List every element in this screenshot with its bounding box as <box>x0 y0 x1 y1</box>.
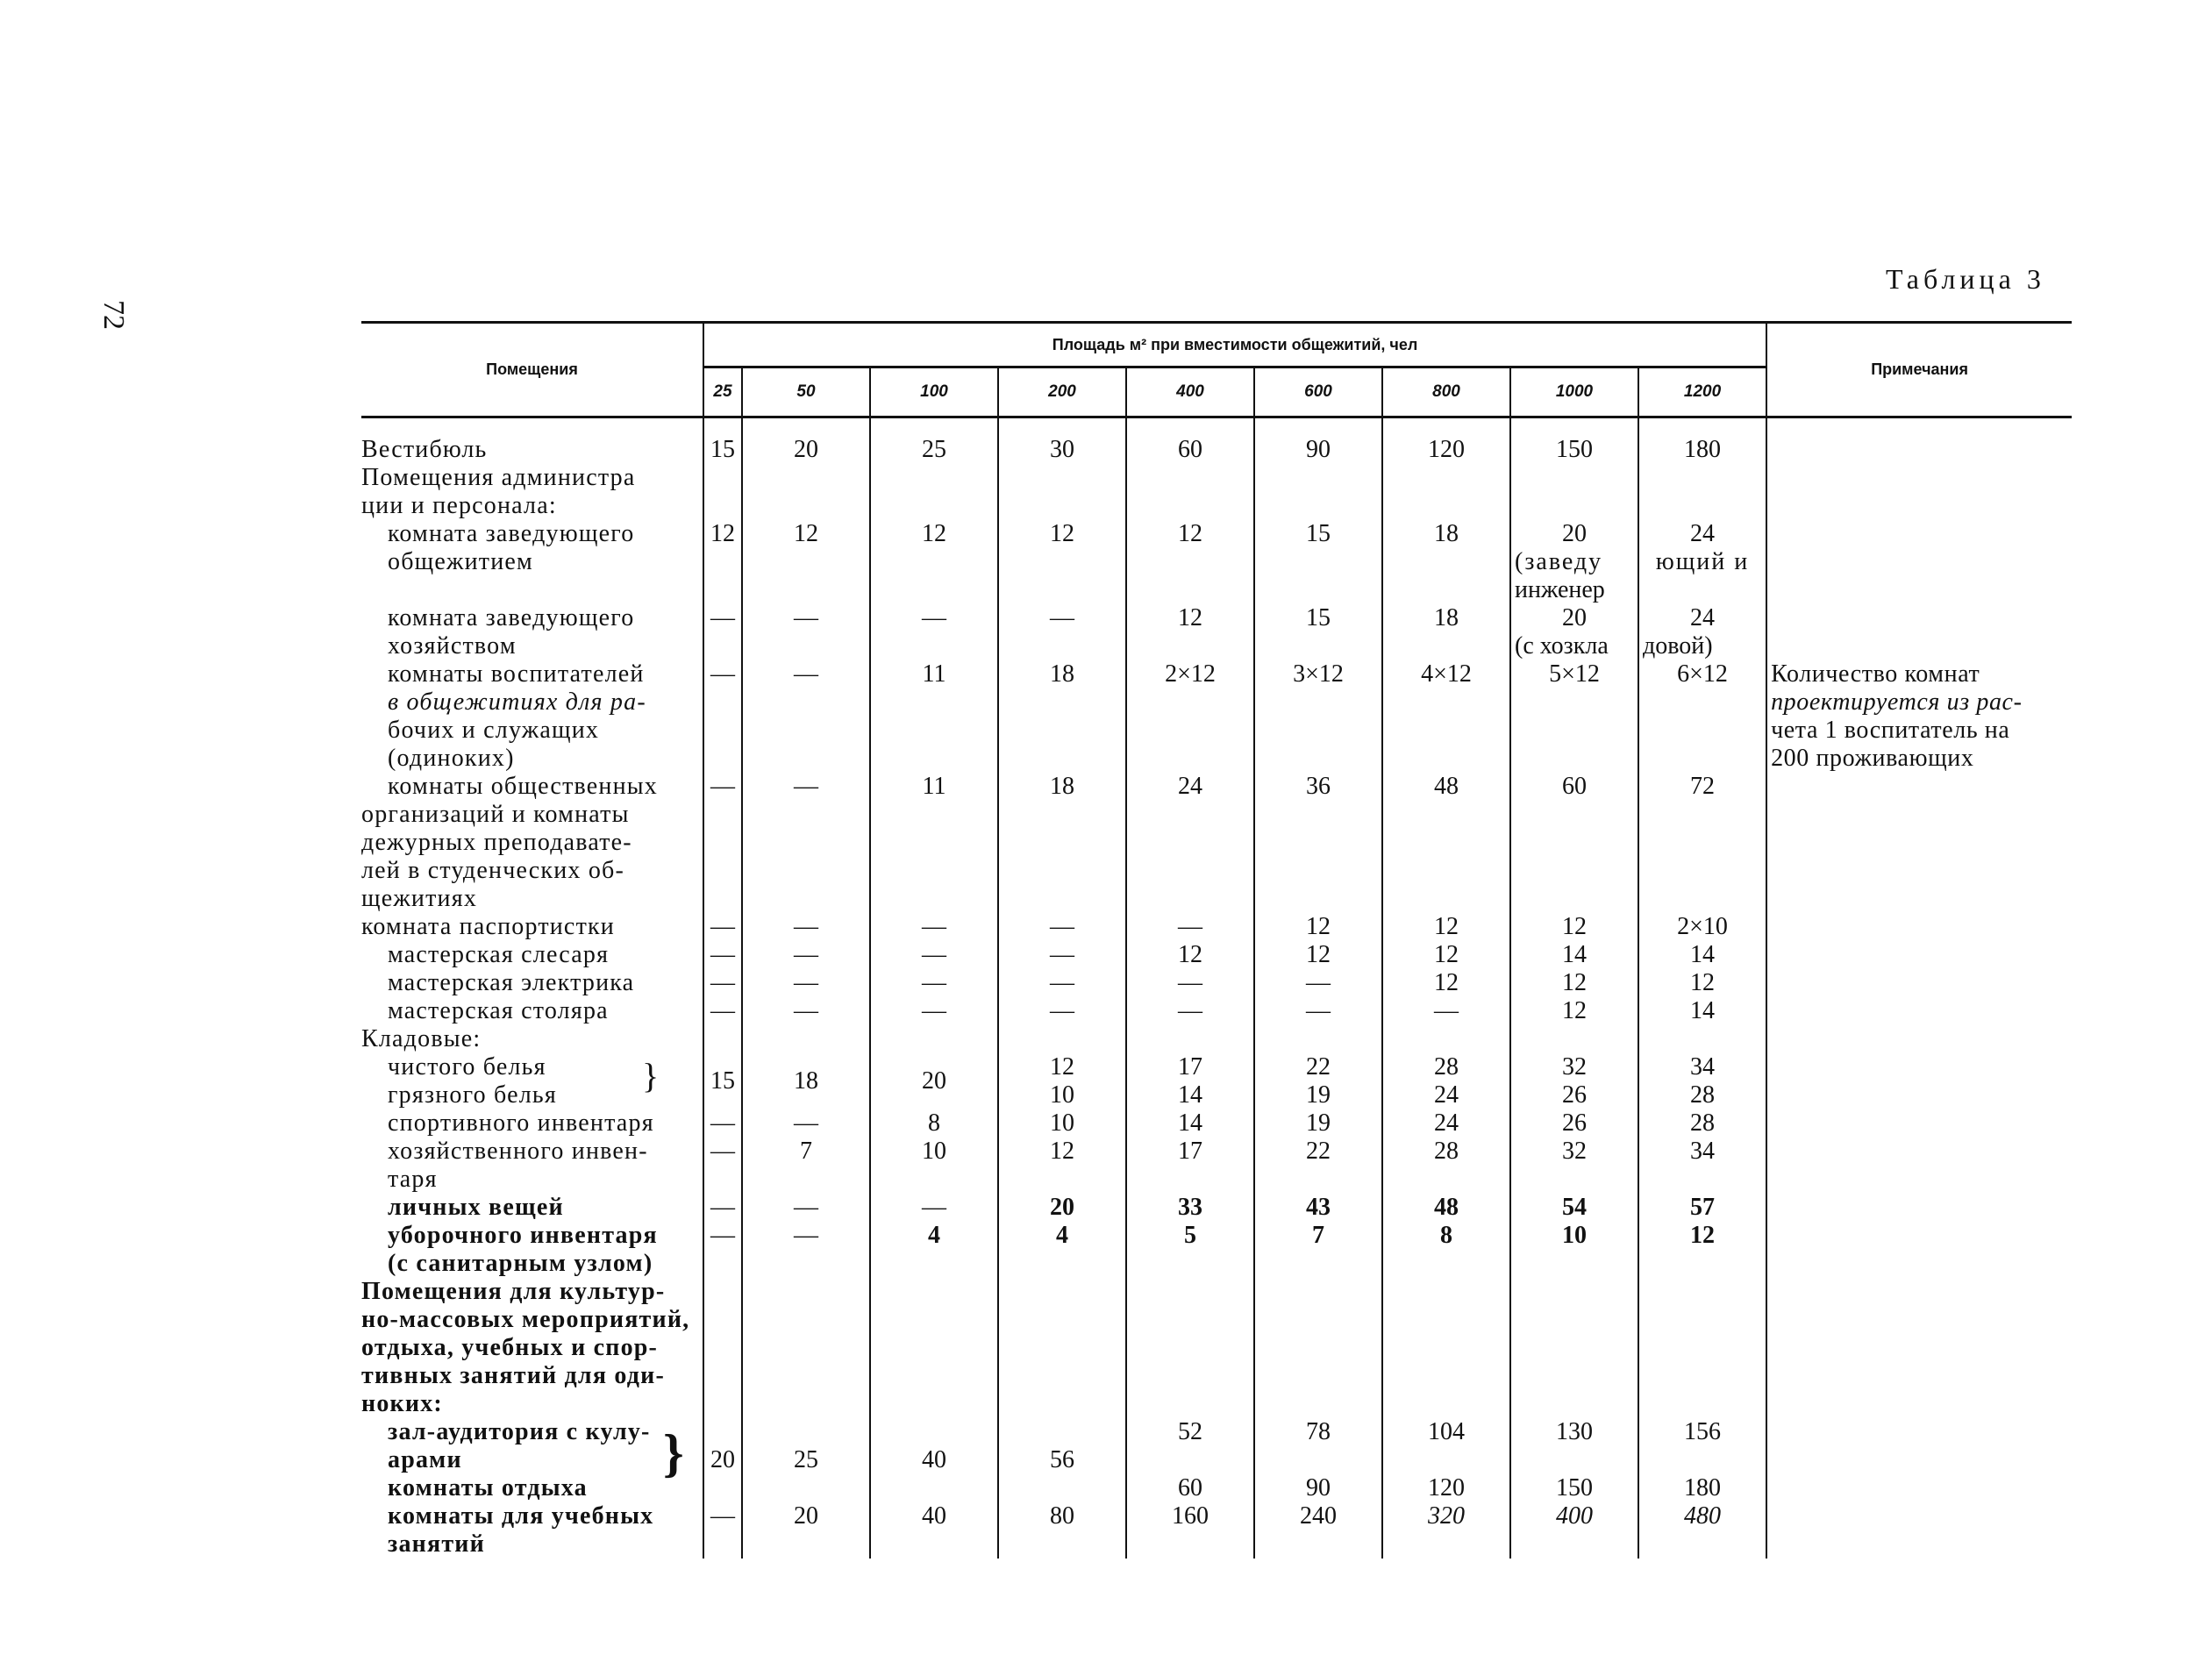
table-row <box>361 1222 2072 1278</box>
room-name: чистого белья грязного белья } <box>361 1053 703 1109</box>
value-cell: 8 <box>1382 1222 1510 1278</box>
table-row <box>361 913 2072 941</box>
value-cell: 120 <box>1382 436 1510 464</box>
table-row <box>361 520 2072 604</box>
value-cell: — <box>870 941 998 969</box>
value-cell: 78 90 <box>1254 1418 1382 1502</box>
value-cell: 19 <box>1254 1109 1382 1138</box>
value-cell: 36 <box>1254 773 1382 913</box>
value-cell: 80 <box>998 1502 1126 1559</box>
value-cell: 32 26 <box>1510 1053 1638 1109</box>
value-cell: 25 <box>870 436 998 464</box>
header-notes: Примечания <box>1766 323 2072 417</box>
room-name: комнаты воспитателей в общежитиях для ра- бочих и служащих (одиноких) <box>361 660 703 773</box>
value-cell: — <box>742 941 870 969</box>
value-cell: 28 <box>1382 1138 1510 1194</box>
value-cell: 12 <box>1254 913 1382 941</box>
value-cell: 12 <box>1254 941 1382 969</box>
room-name: спортивного инвентаря <box>361 1109 703 1138</box>
rooms-area-table <box>361 321 2072 1559</box>
value-cell: 56 <box>998 1418 1126 1502</box>
value-cell: — <box>710 1109 735 1137</box>
table-row <box>361 997 2072 1025</box>
value-cell: 25 <box>742 1418 870 1502</box>
value-cell: 150 <box>1510 436 1638 464</box>
value-cell: 17 <box>1126 1138 1254 1194</box>
value-cell: 20 <box>742 436 870 464</box>
capacity-header: 1200 <box>1638 367 1766 417</box>
page-number: 72 <box>97 300 130 330</box>
value-cell: 12 <box>710 520 735 547</box>
value-cell: 2×10 <box>1638 913 1766 941</box>
header-area: Площадь м² при вместимости общежитий, чел <box>703 323 1766 367</box>
room-name: мастерская электрика <box>361 969 703 997</box>
value-cell: 12 <box>742 520 870 604</box>
value-cell: 6×12 <box>1638 660 1766 773</box>
value-cell: 18 <box>1382 520 1510 604</box>
table-row <box>361 1109 2072 1138</box>
value-cell: 20 <box>710 1446 735 1473</box>
value-cell: — <box>710 660 735 688</box>
value-cell: 5×12 <box>1510 660 1638 773</box>
table-row <box>361 464 2072 520</box>
value-cell: — <box>998 913 1126 941</box>
value-cell: — <box>1254 997 1382 1025</box>
value-cell: — <box>742 997 870 1025</box>
table-row <box>361 1053 2072 1109</box>
room-name: комнаты общественных организаций и комнаты дежурных преподавате- лей в студенческих об- щежитиях <box>361 773 703 913</box>
value-cell: — <box>742 604 870 660</box>
value-cell: 12 <box>1510 913 1638 941</box>
value-cell: 12 <box>1638 969 1766 997</box>
value-cell: — <box>742 1222 870 1278</box>
value-cell: 60 <box>1510 773 1638 913</box>
room-name: Вестибюль <box>361 436 703 464</box>
value-cell: 32 <box>1510 1138 1638 1194</box>
value-cell: 24 <box>1126 773 1254 913</box>
capacity-header: 25 <box>703 367 742 417</box>
value-cell: — <box>710 1222 735 1249</box>
value-cell: 12 <box>1510 969 1638 997</box>
value-cell: 15 <box>1254 520 1382 604</box>
value-cell: 10 <box>998 1109 1126 1138</box>
room-name: зал-аудитория с кулу- арами комнаты отдыха } <box>361 1418 703 1502</box>
value-cell: — <box>710 1502 735 1530</box>
value-cell: — <box>710 941 735 968</box>
value-cell: 40 <box>870 1502 998 1559</box>
value-cell: — <box>870 969 998 997</box>
value-cell: — <box>1126 969 1254 997</box>
value-cell: 4 <box>998 1222 1126 1278</box>
room-name: комнаты для учебных занятий <box>361 1502 703 1559</box>
table-row <box>361 660 2072 773</box>
value-cell: — <box>998 941 1126 969</box>
value-cell: 24 <box>1382 1109 1510 1138</box>
value-cell: 40 <box>870 1418 998 1502</box>
value-cell: 320 <box>1382 1502 1510 1559</box>
note-cell: Количество комнат проектируется из рас- чета 1 воспитатель на 200 проживающих <box>1766 660 2072 773</box>
value-cell: 52 60 <box>1126 1418 1254 1502</box>
value-cell: 240 <box>1254 1502 1382 1559</box>
value-cell: 12 <box>1382 941 1510 969</box>
value-cell: — <box>710 969 735 996</box>
value-cell: 12 <box>1382 969 1510 997</box>
room-group-heading: Кладовые: <box>361 1025 703 1053</box>
value-cell: — <box>1126 913 1254 941</box>
value-cell: 12 <box>1382 913 1510 941</box>
value-cell: — <box>742 1109 870 1138</box>
value-cell: 72 <box>1638 773 1766 913</box>
value-cell: 12 <box>1126 520 1254 604</box>
value-cell: — <box>742 660 870 773</box>
brace-icon: } <box>663 1424 685 1482</box>
value-cell: — <box>1382 997 1510 1025</box>
value-cell: 48 <box>1382 1194 1510 1222</box>
value-cell: 90 <box>1254 436 1382 464</box>
value-cell: 14 <box>1638 997 1766 1025</box>
value-cell: 104 120 <box>1382 1418 1510 1502</box>
value-cell: 12 <box>1638 1222 1766 1278</box>
value-cell: 480 <box>1638 1502 1766 1559</box>
value-cell: 54 <box>1510 1194 1638 1222</box>
value-cell: 12 <box>1510 997 1638 1025</box>
value-cell: 11 <box>870 660 998 773</box>
value-cell: 14 <box>1510 941 1638 969</box>
value-cell: 12 <box>1126 604 1254 660</box>
capacity-header: 800 <box>1382 367 1510 417</box>
room-group-heading: Помещения для культур- но-массовых мероприятий, отдыха, учебных и спор- тивных занятий для оди- ноких: <box>361 1278 703 1418</box>
value-cell: 11 <box>870 773 998 913</box>
room-name: хозяйственного инвен- таря <box>361 1138 703 1194</box>
value-cell: — <box>998 969 1126 997</box>
value-cell: 4×12 <box>1382 660 1510 773</box>
value-cell: 48 <box>1382 773 1510 913</box>
value-cell: — <box>742 1194 870 1222</box>
value-cell: 15 <box>710 436 735 463</box>
value-cell: 5 <box>1126 1222 1254 1278</box>
capacity-header: 1000 <box>1510 367 1638 417</box>
value-cell: — <box>710 1138 735 1165</box>
value-cell: — <box>742 773 870 913</box>
value-cell: 156 180 <box>1638 1418 1766 1502</box>
capacity-header: 50 <box>742 367 870 417</box>
value-cell: 12 <box>998 1138 1126 1194</box>
value-cell: — <box>710 997 735 1024</box>
value-cell: — <box>710 773 735 800</box>
value-cell: 22 19 <box>1254 1053 1382 1109</box>
value-cell: 18 <box>998 773 1126 913</box>
room-name: мастерская слесаря <box>361 941 703 969</box>
capacity-header: 600 <box>1254 367 1382 417</box>
value-cell: 12 <box>998 520 1126 604</box>
value-cell: 14 <box>1126 1109 1254 1138</box>
table-row <box>361 1025 2072 1053</box>
value-cell: 10 <box>1510 1222 1638 1278</box>
value-cell: 12 <box>870 520 998 604</box>
value-cell: 7 <box>742 1138 870 1194</box>
room-group-heading: Помещения администра ции и персонала: <box>361 464 703 520</box>
room-name: мастерская столяра <box>361 997 703 1025</box>
value-cell: 15 <box>710 1067 735 1095</box>
value-cell: 26 <box>1510 1109 1638 1138</box>
value-cell: — <box>998 604 1126 660</box>
value-cell: 20 <box>742 1502 870 1559</box>
value-cell: 28 24 <box>1382 1053 1510 1109</box>
value-cell: 8 <box>870 1109 998 1138</box>
value-cell: 57 <box>1638 1194 1766 1222</box>
value-cell: 400 <box>1510 1502 1638 1559</box>
value-cell: — <box>710 604 735 631</box>
room-name: комната паспортистки <box>361 913 703 941</box>
value-cell: — <box>998 997 1126 1025</box>
room-name: уборочного инвентаря (с санитарным узлом) <box>361 1222 703 1278</box>
value-cell: 28 <box>1638 1109 1766 1138</box>
value-cell: — <box>870 604 998 660</box>
value-cell: 30 <box>998 436 1126 464</box>
room-name: личных вещей <box>361 1194 703 1222</box>
value-cell: 17 14 <box>1126 1053 1254 1109</box>
capacity-header: 400 <box>1126 367 1254 417</box>
value-cell: 60 <box>1126 436 1254 464</box>
value-cell: 10 <box>870 1138 998 1194</box>
table-caption: Таблица 3 <box>1886 263 2045 295</box>
table-row <box>361 1278 2072 1418</box>
table-row <box>361 436 2072 464</box>
header-rooms: Помещения <box>361 323 703 417</box>
value-cell: 18 <box>742 1053 870 1109</box>
value-cell: 34 28 <box>1638 1053 1766 1109</box>
value-cell: 24 ющий и <box>1638 520 1766 604</box>
value-cell: 20 (заведу инженер <box>1510 520 1638 604</box>
value-cell: — <box>742 913 870 941</box>
table-row <box>361 1502 2072 1559</box>
value-cell: 34 <box>1638 1138 1766 1194</box>
table-row <box>361 1418 2072 1502</box>
value-cell: 15 <box>1254 604 1382 660</box>
value-cell: 2×12 <box>1126 660 1254 773</box>
table-row <box>361 941 2072 969</box>
value-cell: 22 <box>1254 1138 1382 1194</box>
value-cell: 20 <box>870 1053 998 1109</box>
value-cell: — <box>1254 969 1382 997</box>
value-cell: 130 150 <box>1510 1418 1638 1502</box>
value-cell: 12 10 <box>998 1053 1126 1109</box>
table-row <box>361 604 2072 660</box>
value-cell: — <box>870 913 998 941</box>
value-cell: 33 <box>1126 1194 1254 1222</box>
value-cell: 180 <box>1638 436 1766 464</box>
value-cell: — <box>710 913 735 940</box>
table-row <box>361 1194 2072 1222</box>
value-cell: 12 <box>1126 941 1254 969</box>
value-cell: — <box>710 1194 735 1221</box>
capacity-header: 100 <box>870 367 998 417</box>
capacity-header: 200 <box>998 367 1126 417</box>
table-row <box>361 773 2072 913</box>
value-cell: — <box>1126 997 1254 1025</box>
room-name: комната заведующего общежитием <box>361 520 703 604</box>
value-cell: 43 <box>1254 1194 1382 1222</box>
value-cell: 24 довой) <box>1638 604 1766 660</box>
value-cell: 18 <box>1382 604 1510 660</box>
value-cell: — <box>742 969 870 997</box>
table-row <box>361 1138 2072 1194</box>
value-cell: 14 <box>1638 941 1766 969</box>
value-cell: 20 (с хозкла <box>1510 604 1638 660</box>
value-cell: — <box>870 997 998 1025</box>
value-cell: 4 <box>870 1222 998 1278</box>
table-row <box>361 969 2072 997</box>
value-cell: 7 <box>1254 1222 1382 1278</box>
value-cell: — <box>870 1194 998 1222</box>
brace-icon: } <box>642 1056 660 1095</box>
value-cell: 20 <box>998 1194 1126 1222</box>
value-cell: 160 <box>1126 1502 1254 1559</box>
value-cell: 3×12 <box>1254 660 1382 773</box>
value-cell: 18 <box>998 660 1126 773</box>
room-name: комната заведующего хозяйством <box>361 604 703 660</box>
